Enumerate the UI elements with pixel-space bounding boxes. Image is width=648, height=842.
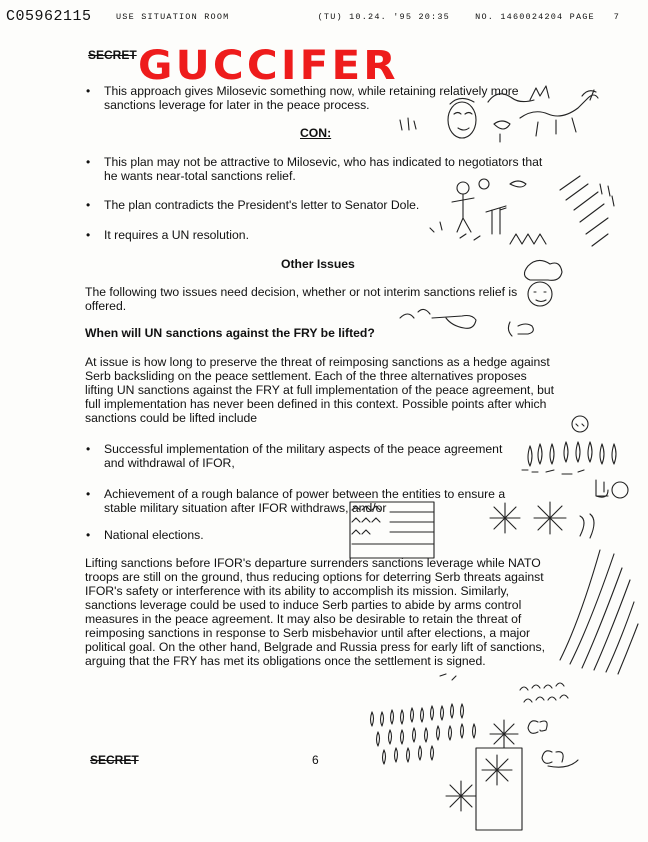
classification-bottom: SECRET — [90, 753, 139, 767]
other-issues-intro: The following two issues need decision, whether or not interim sanctions relief is offered. — [85, 285, 518, 313]
con-bullet-2: • The plan contradicts the President's letter to Senator Dole. — [104, 198, 524, 212]
question-heading: When will UN sanctions against the FRY be lifted? — [85, 326, 375, 340]
question-paragraph: At issue is how long to preserve the threat of reimposing sanctions as a hedge against Serb backsliding on the peace settlement. Each of the three alternatives proposes lifting UN sanctions against the FRY at full implementation of the peace agreement, but full implementation has never been defined in this context. Possible points after which sanctions could be lifted include — [85, 355, 555, 425]
other-issues-heading: Other Issues — [281, 257, 355, 271]
con-heading: CON: — [300, 126, 332, 140]
doodle-figures — [430, 176, 614, 246]
doodle-hatching — [520, 550, 638, 702]
closing-paragraph: Lifting sanctions before IFOR's departure surrenders sanctions leverage while NATO troops are still on the ground, thus reducing options for deterring Serb threats against IFOR's safety or interference with its ability to accomplish its mission. Similarly, sanctions leverage could be used to induce Serb parties to abide by arms control measures in the peace agreement. It may also be desirable to retain the threat of reimposing sanctions in response to Serb misbehavior until after elections, a major political goal. On the other hand, Belgrade and Russia press for early lift of sanctions, arguing that the FRY has met its obligations once the settlement is signed. — [85, 556, 545, 668]
con-bullet-3: • It requires a UN resolution. — [104, 228, 524, 242]
classification-top: SECRET — [88, 48, 137, 62]
doodle-flag — [350, 502, 434, 558]
doodle-animals — [488, 86, 598, 142]
doodle-bottom-scribbles — [371, 674, 579, 767]
pro-bullet-1: • This approach gives Milosevic something now, while retaining relatively more sanctions leverage for later in the peace process. — [104, 84, 524, 112]
doodle-zero-rows — [522, 416, 628, 498]
lift-point-1: • Successful implementation of the military aspects of the peace agreement and withdrawal of IFOR, — [104, 442, 524, 470]
page-number: 6 — [312, 753, 319, 767]
doodle-chef — [400, 260, 562, 336]
lift-point-2: • Achievement of a rough balance of power between the entities to ensure a stable military situation after IFOR withdraws, and/or — [104, 487, 539, 515]
document-id: C05962115 — [6, 8, 92, 25]
doodle-face — [400, 98, 476, 138]
doodle-starbursts — [446, 502, 594, 830]
lift-point-3: • National elections. — [104, 528, 404, 542]
guccifer-stamp: GUCCIFER — [138, 43, 399, 89]
con-bullet-1: • This plan may not be attractive to Milosevic, who has indicated to negotiators that he wants near-total sanctions relief. — [104, 155, 554, 183]
fax-transmission-line: USE SITUATION ROOM (TU) 10.24. '95 20:35 NO. 1460024204 PAGE 7 — [116, 12, 621, 22]
